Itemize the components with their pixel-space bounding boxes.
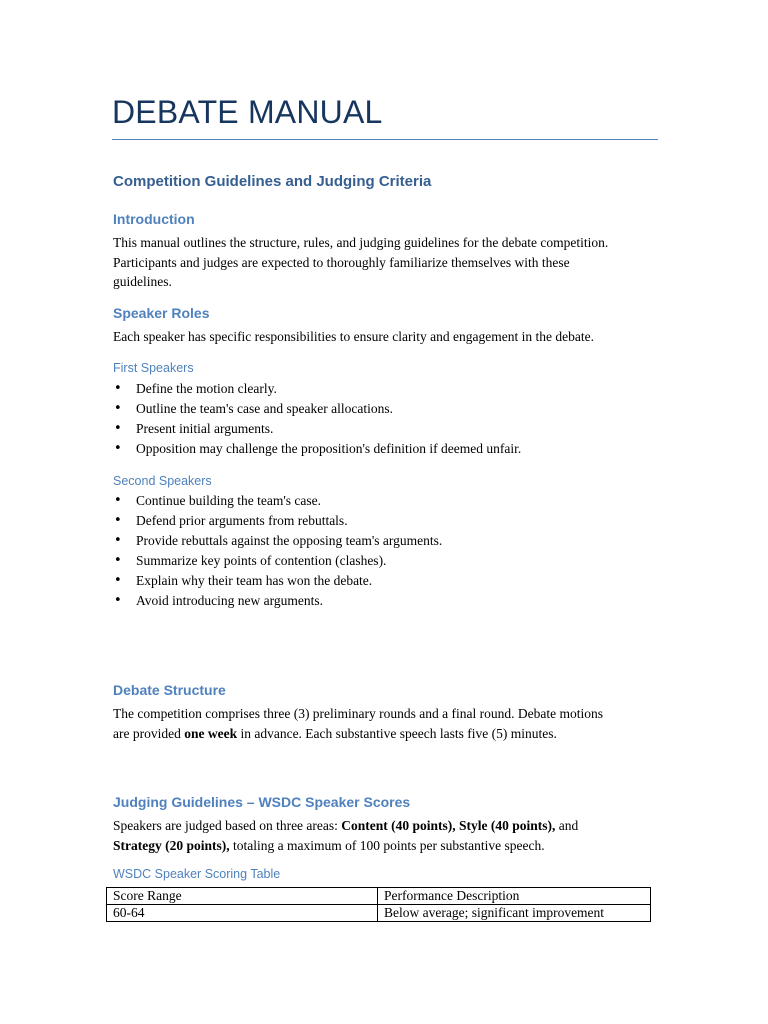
- list-item: • Defend prior arguments from rebuttals.: [113, 511, 653, 531]
- list-item: • Continue building the team's case.: [113, 491, 653, 511]
- list-item: • Explain why their team has won the debate.: [113, 571, 653, 591]
- debate-structure-paragraph: [113, 704, 653, 743]
- table-header-cell: Score Range: [107, 888, 378, 905]
- judging-paragraph: [113, 816, 653, 855]
- first-speakers-list: [113, 379, 653, 459]
- scoring-table: [106, 887, 651, 922]
- debate-structure-line: The competition comprises three (3) preliminary rounds and a final round. Debate motions: [113, 706, 603, 721]
- speaker-roles-intro: Each speaker has specific responsibilities to ensure clarity and engagement in the debate.: [113, 329, 594, 344]
- judging-line: Strategy (20 points), totaling a maximum of 100 points per substantive speech.: [113, 837, 545, 853]
- debate-structure-heading: Debate Structure: [113, 682, 226, 698]
- bullet-icon: •: [114, 513, 122, 528]
- table-cell: Below average; significant improvement: [378, 905, 651, 922]
- second-speakers-heading: Second Speakers: [113, 474, 212, 488]
- document-title: DEBATE MANUAL: [112, 94, 383, 130]
- list-item: • Summarize key points of contention (clashes).: [113, 551, 653, 571]
- list-item: • Define the motion clearly.: [113, 379, 653, 399]
- list-item: • Outline the team's case and speaker allocations.: [113, 399, 653, 419]
- introduction-line: This manual outlines the structure, rules, and judging guidelines for the debate competition.: [113, 235, 609, 250]
- bullet-icon: •: [114, 441, 122, 456]
- table-header-row: [107, 888, 651, 905]
- introduction-paragraph: [113, 233, 653, 292]
- table-cell: 60-64: [107, 905, 378, 922]
- title-underline: [112, 139, 658, 140]
- judging-line: Speakers are judged based on three areas: Content (40 points), Style (40 points), and: [113, 818, 579, 833]
- emphasis-text: one week: [184, 725, 238, 741]
- bullet-icon: •: [114, 553, 122, 568]
- speaker-roles-heading: Speaker Roles: [113, 305, 210, 321]
- table-header-cell: Performance Description: [378, 888, 651, 905]
- emphasis-text: Strategy (20 points),: [113, 837, 230, 853]
- table-row: [107, 905, 651, 922]
- scoring-table-heading: WSDC Speaker Scoring Table: [113, 867, 281, 881]
- introduction-heading: Introduction: [113, 211, 195, 227]
- first-speakers-heading: First Speakers: [113, 361, 194, 375]
- second-speakers-list: [113, 491, 653, 611]
- emphasis-text: Content (40 points), Style (40 points),: [341, 818, 556, 833]
- bullet-icon: •: [114, 493, 122, 508]
- introduction-line: Participants and judges are expected to thoroughly familiarize themselves with these: [113, 254, 570, 270]
- list-item: • Provide rebuttals against the opposing team's arguments.: [113, 531, 653, 551]
- list-item: • Opposition may challenge the proposition's definition if deemed unfair.: [113, 439, 653, 459]
- document-subtitle: Competition Guidelines and Judging Criteria: [113, 173, 432, 190]
- list-item: • Avoid introducing new arguments.: [113, 591, 653, 611]
- list-item: • Present initial arguments.: [113, 419, 653, 439]
- bullet-icon: •: [114, 401, 122, 416]
- bullet-icon: •: [114, 421, 122, 436]
- bullet-icon: •: [114, 533, 122, 548]
- bullet-icon: •: [114, 593, 122, 608]
- debate-structure-line: are provided one week in advance. Each substantive speech lasts five (5) minutes.: [113, 725, 557, 741]
- introduction-line: guidelines.: [113, 274, 172, 289]
- bullet-icon: •: [114, 573, 122, 588]
- bullet-icon: •: [114, 381, 122, 396]
- judging-guidelines-heading: Judging Guidelines – WSDC Speaker Scores: [113, 794, 411, 810]
